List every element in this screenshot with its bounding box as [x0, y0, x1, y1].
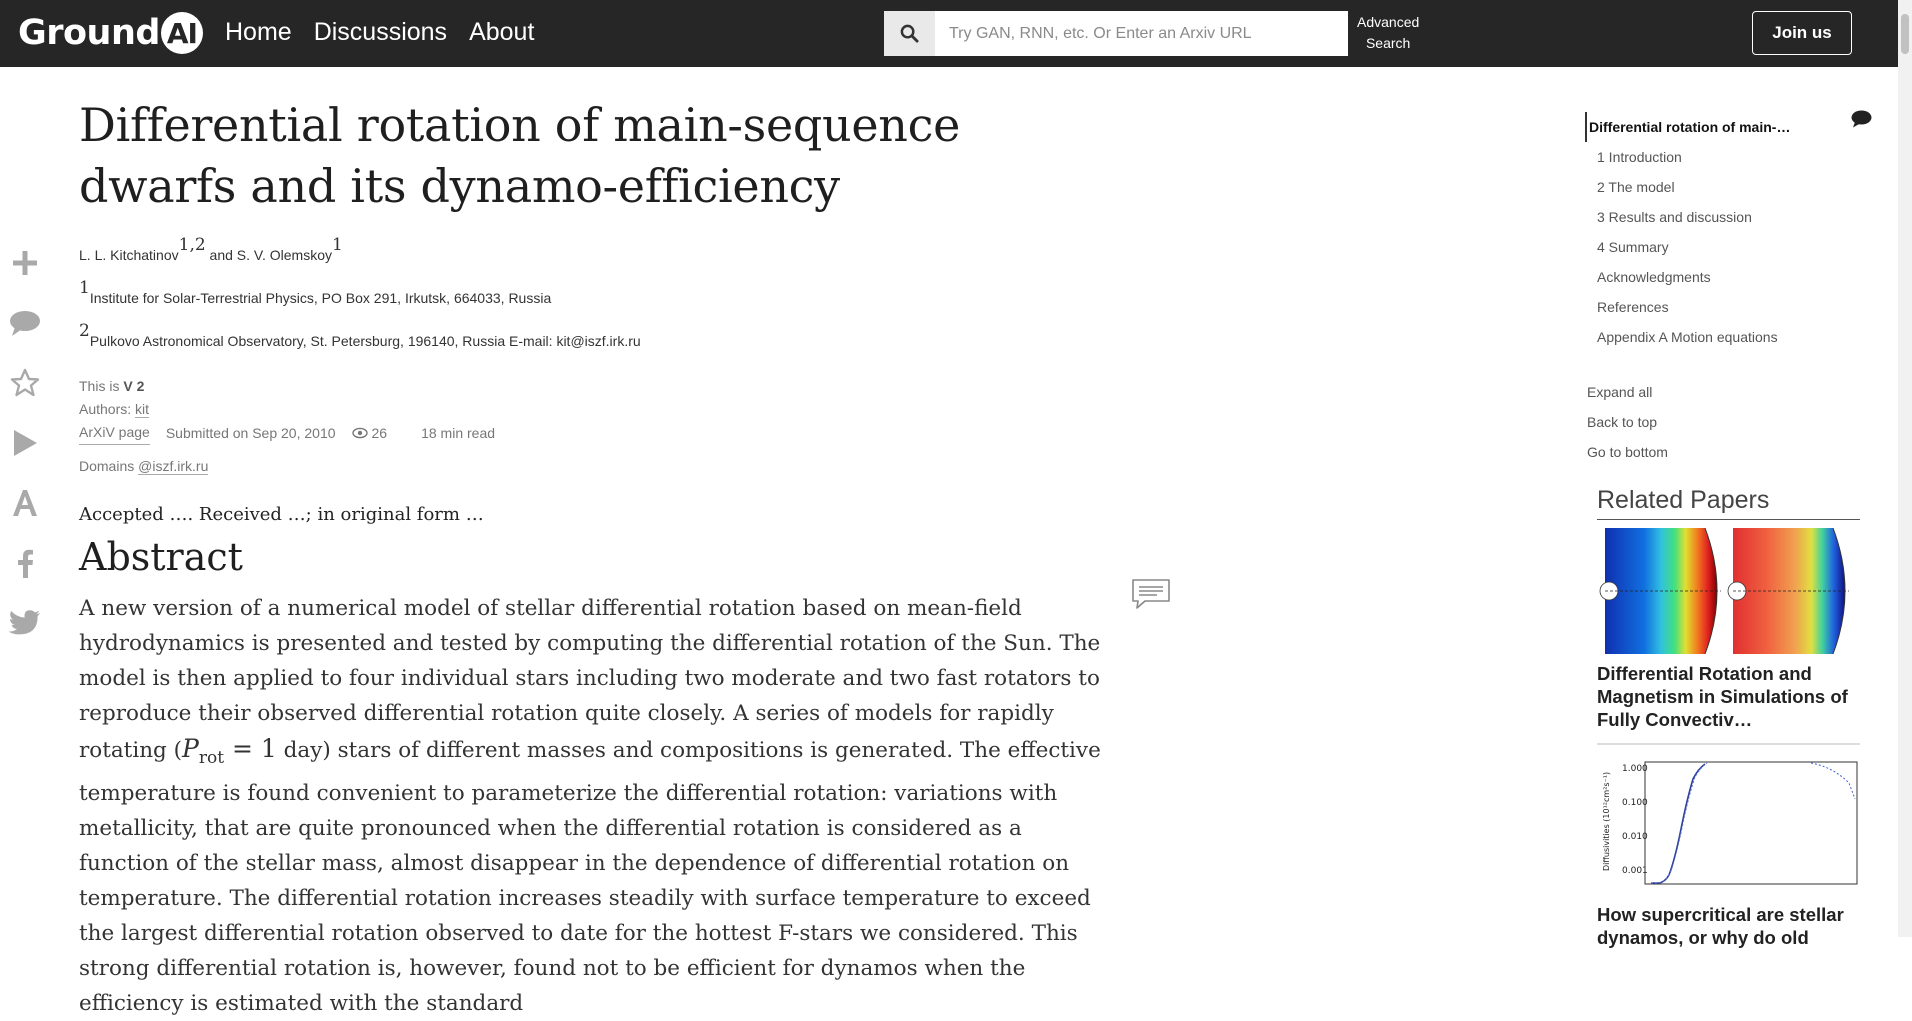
accepted-line: Accepted …. Received …; in original form … — [79, 504, 484, 525]
facebook-icon[interactable] — [8, 542, 42, 584]
plot-tick-1: 1.000 — [1622, 764, 1648, 774]
add-icon[interactable] — [8, 242, 42, 284]
read-time: 18 min read — [421, 424, 496, 441]
plot-tick-3: 0.010 — [1622, 832, 1648, 842]
scrollbar-thumb[interactable] — [1901, 14, 1909, 54]
star-icon[interactable] — [8, 362, 42, 404]
authors-label: Authors: — [79, 401, 136, 417]
toc-item-title[interactable]: Differential rotation of main-… — [1585, 112, 1865, 142]
related-papers — [1597, 486, 1860, 949]
plot-ylabel: Diffusivities (10¹²cm²s⁻¹) — [1602, 771, 1611, 871]
math-p: P — [182, 734, 199, 763]
view-count — [352, 422, 388, 445]
paragraph-comment-button[interactable] — [1131, 578, 1171, 610]
meta-row — [79, 421, 1109, 445]
view-count-value: 26 — [371, 424, 388, 441]
author-olemskoy: and S. V. Olemskoy — [205, 247, 332, 263]
logo-text: Ground — [18, 13, 160, 53]
aff1-text: Institute for Solar-Terrestrial Physics, PO Box 291, Irkutsk, 664033, Russia — [89, 290, 552, 306]
paper-title: Differential rotation of main-sequence dwarfs and its dynamo-efficiency — [79, 98, 960, 213]
domain-link[interactable]: @iszf.irk.ru — [138, 458, 209, 474]
search-bar — [884, 11, 1348, 56]
abstract-part2: day) stars of different masses and compositions is generated. The effective temperature is found convenient to parameterize the differential rotation: variations with metallicity, that are quite pronounced when the differential rotation is considered as a function of the stellar mass, almost disappear in the dependence of differential rotation on temperature. The differential rotation increases steadily with surface temperature to exceed the largest differential rotation observed to date for the hottest F-stars we considered. This strong differential rotation is, however, found not to be efficient for dynamos when the efficiency is estimated with the standard — [79, 738, 1101, 1016]
nav-about[interactable]: About — [469, 18, 535, 46]
share-sidebar — [8, 242, 42, 644]
groundai-logo[interactable] — [18, 12, 203, 54]
nav-home[interactable]: Home — [225, 18, 292, 46]
table-of-contents — [1585, 112, 1865, 467]
author2-sup: 1 — [332, 235, 343, 255]
paper-content — [79, 95, 1109, 1021]
eye-icon — [352, 427, 368, 439]
advanced-search-link[interactable] — [1357, 12, 1419, 54]
search-button[interactable] — [884, 11, 935, 56]
author-link[interactable]: kit — [135, 401, 150, 417]
font-size-icon[interactable] — [8, 482, 42, 524]
play-icon[interactable] — [8, 422, 42, 464]
toc-item-acknowledgments[interactable]: Acknowledgments — [1597, 269, 1711, 285]
join-us-button[interactable]: Join us — [1752, 11, 1852, 55]
chat-icon — [1851, 110, 1872, 128]
related-paper-1-thumbnail[interactable] — [1605, 528, 1857, 654]
aff2-sup: 2 — [79, 321, 90, 341]
aff2-text: Pulkovo Astronomical Observatory, St. Petersburg, 196140, Russia E-mail: kit@iszf.irk.ru — [89, 333, 641, 349]
author-line — [79, 229, 1109, 272]
back-to-top-link[interactable]: Back to top — [1587, 414, 1658, 430]
author-kitchatinov: L. L. Kitchatinov — [79, 247, 179, 263]
comment-icon[interactable] — [8, 302, 42, 344]
authors-line — [79, 398, 1109, 421]
top-navbar — [0, 0, 1912, 67]
math-sub: rot — [198, 748, 225, 768]
arxiv-page-link[interactable]: ArXiV page — [79, 421, 150, 445]
toc-item-results[interactable]: 3 Results and discussion — [1597, 209, 1752, 225]
advanced-search-line1: Advanced — [1357, 14, 1420, 30]
version-prefix: This is — [79, 378, 124, 394]
domains-label: Domains — [79, 458, 139, 474]
main-nav — [225, 18, 534, 47]
related-paper-1-title[interactable]: Differential Rotation and Magnetism in Simulations of Fully Convectiv… — [1597, 662, 1860, 745]
search-input[interactable] — [935, 11, 1348, 56]
related-paper-2-thumbnail[interactable] — [1597, 759, 1860, 889]
author1-sup: 1,2 — [178, 235, 206, 255]
version-line — [79, 375, 1109, 398]
toc-item-references[interactable]: References — [1597, 299, 1669, 315]
related-papers-heading: Related Papers — [1597, 486, 1860, 520]
paper-meta — [79, 375, 1109, 445]
affiliation-2 — [79, 315, 1109, 358]
logo-ai-circle: AI — [161, 12, 203, 54]
affiliation-1 — [79, 272, 1109, 315]
comment-bubble-icon — [1131, 578, 1171, 610]
twitter-icon[interactable] — [8, 602, 42, 644]
abstract-heading: Abstract — [79, 535, 243, 579]
toc-item-summary[interactable]: 4 Summary — [1597, 239, 1669, 255]
abstract-text — [79, 591, 1109, 1021]
version-value: V 2 — [123, 378, 145, 394]
toc-item-introduction[interactable]: 1 Introduction — [1597, 149, 1682, 165]
math-p-rot — [182, 734, 277, 768]
math-eq: = 1 — [224, 734, 277, 763]
toc-comment-button[interactable] — [1851, 110, 1872, 133]
advanced-search-line2: Search — [1365, 35, 1411, 51]
toc-actions — [1585, 377, 1865, 467]
plot-tick-4: 0.001 — [1622, 866, 1648, 876]
related-paper-2-title[interactable]: How supercritical are stellar dynamos, or why do old — [1597, 904, 1844, 948]
page-scrollbar[interactable] — [1898, 0, 1912, 937]
aff1-sup: 1 — [79, 278, 90, 298]
abstract-part1: A new version of a numerical model of stellar differential rotation based on mean-field hydrodynamics is presented and tested by computing the differential rotation of the Sun. The model is then applied to four individual stars including two moderate and two fast rotators to reproduce their observed differential rotation quite closely. A series of models for rapidly rotating ( — [79, 596, 1101, 763]
nav-discussions[interactable]: Discussions — [313, 18, 448, 46]
toc-item-model[interactable]: 2 The model — [1597, 179, 1675, 195]
submitted-date: Submitted on Sep 20, 2010 — [165, 424, 336, 441]
domains-line — [79, 458, 1109, 474]
expand-all-link[interactable]: Expand all — [1587, 384, 1653, 400]
plot-tick-2: 0.100 — [1622, 798, 1648, 808]
search-icon — [900, 24, 919, 43]
go-to-bottom-link[interactable]: Go to bottom — [1587, 444, 1668, 460]
toc-item-appendix[interactable]: Appendix A Motion equations — [1597, 329, 1778, 345]
